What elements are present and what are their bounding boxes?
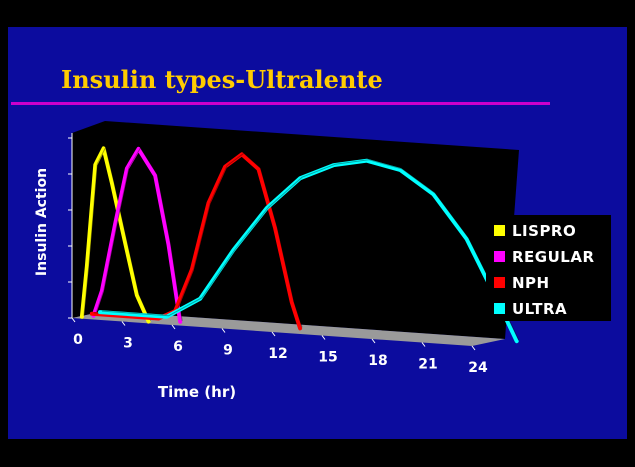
x-tick-label: 6 xyxy=(173,339,183,355)
legend-label: ULTRA xyxy=(512,300,568,318)
x-tick-label: 18 xyxy=(368,353,388,369)
legend-label: REGULAR xyxy=(512,248,595,266)
legend-swatch xyxy=(494,277,505,288)
x-tick-label: 0 xyxy=(73,332,83,348)
x-tick-mark xyxy=(422,343,425,347)
x-tick-mark xyxy=(272,332,275,336)
x-tick-mark xyxy=(472,346,475,350)
x-tick-label: 3 xyxy=(123,335,133,352)
y-axis-ticks xyxy=(68,138,72,318)
x-tick-mark xyxy=(222,329,225,333)
x-tick-mark xyxy=(322,336,325,340)
x-tick-label: 15 xyxy=(318,349,338,366)
x-tick-mark xyxy=(122,322,125,326)
x-tick-label: 21 xyxy=(418,356,438,373)
x-axis-label: Time (hr) xyxy=(157,383,237,401)
chart-side-wall xyxy=(72,121,105,318)
x-tick-mark xyxy=(372,339,375,343)
chart-legend xyxy=(486,215,611,321)
legend-swatch xyxy=(494,303,505,314)
x-tick-label: 9 xyxy=(223,342,233,359)
legend-label: NPH xyxy=(512,274,550,292)
x-tick-mark xyxy=(172,325,175,329)
x-tick-mark xyxy=(72,318,75,322)
x-tick-label: 12 xyxy=(268,346,288,362)
legend-swatch xyxy=(494,225,505,236)
x-tick-label: 24 xyxy=(468,360,488,376)
slide-title: Insulin types-Ultralente xyxy=(61,65,383,94)
legend-swatch xyxy=(494,251,505,262)
y-axis-label: Insulin Action xyxy=(34,167,50,277)
legend-label: LISPRO xyxy=(512,222,577,240)
